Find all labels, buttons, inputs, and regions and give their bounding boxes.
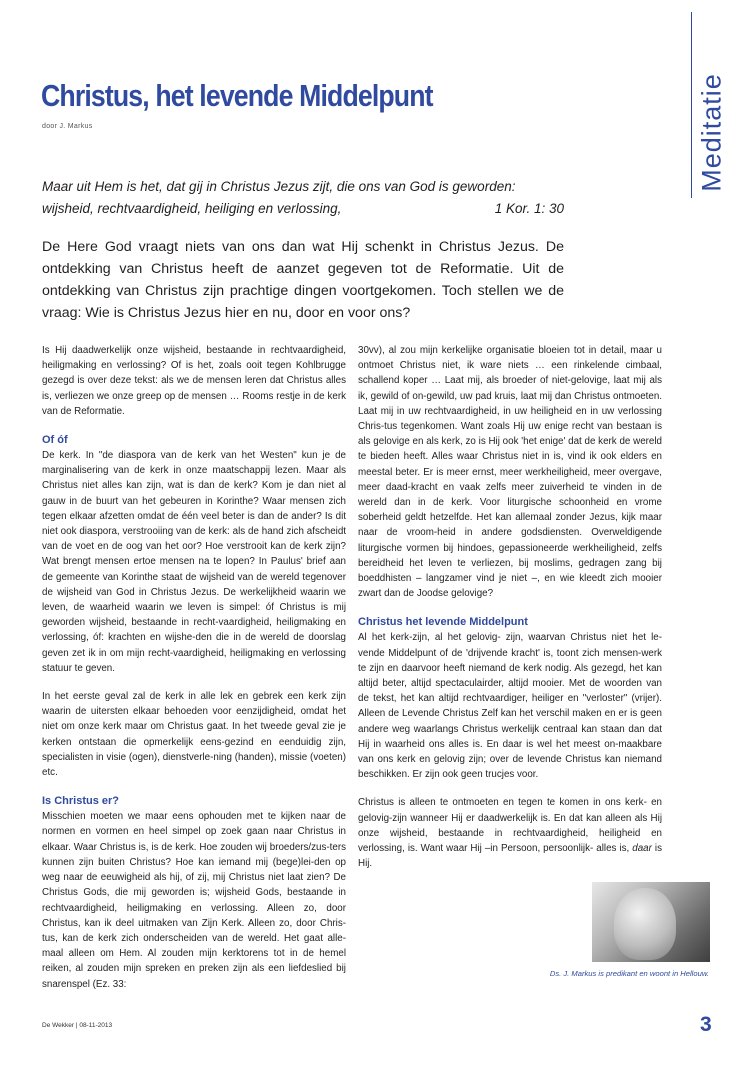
quote-text: Maar uit Hem is het, dat gij in Christus Jezus zijt, die ons van God is geworden: wijsheid, rechtvaardigheid, heiliging en verlossing,	[42, 179, 516, 216]
paragraph: Misschien moeten we maar eens ophouden met te kijken naar de normen en vormen en heel simpel op zoek gaan naar Christus in elkaar. Waar Christus is, is de kerk. Hoe zouden wij broeders/zus-ters kunnen zijn buiten Christus? Hoe kan iemand mij (bege)lei-den op weg naar de eeuwigheid als hij, of zij, mij Christus niet laat zien? De Christus Gods, die mij geworden is; wijsheid Gods, bestaande in rechtvaardigheid, heiligmaking en verlossing. Alleen zo, door Christus, kan ik deel uitmaken van Zijn Kerk. Alleen zo, door Chris-tus, kan de kerk zich onderscheiden van de wereld. Het gaat alle-maal alleen om Hem. Al zouden mijn kerktorens tot in de hemel reiken, al zouden mijn spreken en preken zijn als een liefdeslied bij snarenspel (Ez. 33:	[42, 811, 346, 990]
paragraph-closing	[358, 795, 662, 871]
footer-issue: De Wekker | 08-11-2013	[42, 1022, 113, 1029]
closing-text: Christus is alleen te ontmoeten en tegen te komen in ons kerk- en gelovig-zijn wanneer Hij er daadwerkelijk is. En dat kan alleen als Hij onze wijsheid, bestaande in rechtvaardigheid, heiligheid en verlossing, is. Want waar Hij –in Persoon, persoonlijk- alles is,	[358, 797, 662, 855]
intro-paragraph: De Here God vraagt niets van ons dan wat Hij schenkt in Christus Jezus. De ontdekking van Christus heeft de aanzet gegeven tot de Reformatie. Uit de ontdekking van Christus zijn prachtige dingen voortgekomen. Toch stellen we de vraag: Wie is Christus Jezus hier en nu, door en voor ons?	[42, 239, 564, 321]
section-label	[691, 70, 731, 200]
author-photo	[592, 882, 710, 962]
paragraph: De kerk. In "de diaspora van de kerk van het Westen" kun je de marginalisering van de kerk in onze maatschappij lezen. Maar als Christus niet alles kan zijn, wat is dan de kerk? Kom je dan niet al gauw in de buurt van het gebeuren in Korinthe? Waar mensen zich tegen elkaar afzetten omdat de één veel beter is dan de ander? Is dit niet ook diaspora, verstrooiing van de kerk: als de hand zich afscheidt van de voet en de oog van het oor? Hoe verstrooit kan de kerk zijn? Wat brengt mensen ertoe mensen na te lopen? In Paulus' brief aan de gemeente van Korinthe staat de wijsheid van de wereld tegenover de wijsheid van God in Christus Jezus. De werkelijkheid waarin we leven, de waarheid waarin we leven is simpel: óf Christus is mij geworden wijsheid, bestaande in recht-vaardigheid, heiligmaking en verlossing, óf: krachten en wijshe-den die in de wereld de doorslag geven zet ik in om mijn recht-vaardigheid, heiligmaking en verlossing statuur te geven.	[42, 450, 346, 674]
paragraph: In het eerste geval zal de kerk in alle lek en gebrek een kerk zijn waarin de uitersten elkaar behoeden voor eenzijdigheid, omdat het niet om onze kerk maar om Christus gaat. In het tweede geval zie je kerken ontstaan die opmerkelijk eens-gezind en eenduidig zijn, specialisten in visie (ogen), dienstverle-ning (handen), missie (voeten) etc.	[42, 691, 346, 779]
paragraph: 30vv), al zou mijn kerkelijke organisatie bloeien tot in detail, maar u ontmoet Christus niet, ik ware niets … een rinkelende cimbaal, schallend koper … Laat mij, als broeder of niet-gelovige, laat mij als ik, gewild of on-gewild, uw pad kruis, laat mij dan Christus ontmoeten. Laat mij in uw rechtvaardigheid, in uw heiligheid en in uw verlossing Chris-tus tegenkomen. Want zoals Hij uw enige recht van bestaan is als gelovige en als kerk, zo is Hij ook 'het enige' dat de kerk de wereld te bieden heeft. Alles waar Christus niet in is, vind ik ook elders en meestal beter. Er is meer ernst, meer werkheiligheid, meer overgave, meer daad-kracht en vaak zelfs meer zuiverheid te vinden in de wereld dan in de kerk. Voor liturgische schoonheid en vrome soberheid geldt hetzelfde. Het kan allemaal zonder Jezus, kijk maar naar de vroom-heid in andere godsdiensten. Overweldigende liturgische vormen bij hindoes, gepassioneerde werkheiligheid, zelfs bereidheid het leven te verliezen, bij moslims, gedragen zang bij boeddhisten – langzamer vind je niet –, en wie kleedt zich mooier zwart dan de Joodse gelovige?	[358, 345, 662, 600]
author-portrait	[614, 888, 676, 960]
subheading-levende-middelpunt: Christus het levende Middelpunt	[358, 616, 528, 629]
closing-end: is Hij.	[358, 843, 662, 870]
left-column	[42, 343, 346, 1005]
right-column	[358, 343, 662, 885]
subheading-is-christus-er: Is Christus er?	[42, 795, 120, 808]
page-number: 3	[700, 1013, 712, 1036]
article-title: Christus, het levende Middelpunt	[41, 78, 433, 113]
quote-reference: 1 Kor. 1: 30	[494, 201, 564, 216]
paragraph: Al het kerk-zijn, al het gelovig- zijn, waarvan Christus niet het le-vende Middelpunt of de 'drijvende kracht' is, toont zich mensen-werk te zijn en daarvoor heeft niemand de kerk nodig. Als gezegd, het kan altijd beter, altijd spectaculairder, altijd mooier. Met de woorden van de tekst, het kan altijd rechtvaardiger, heiliger en "verloster" (vrijer). Alleen de Levende Christus Zelf kan het verschil maken en er is geen andere weg waarlangs Christus werkelijk centraal kan staan dan dat Hij in waarheid ons alles is. En daar is wel het meest on-maakbare van ons kerk en gelovig zijn; over de levende Christus kan niemand beschikken. Er zijn ook geen trucjes voor.	[358, 632, 662, 781]
section-label-text: Meditatie	[696, 73, 727, 192]
subheading-of-of: Of óf	[42, 434, 68, 447]
paragraph: Is Hij daadwerkelijk onze wijsheid, bestaande in rechtvaardigheid, heiligmaking en verlossing? Of is het, zoals ooit tegen Kohlbrugge gezegd is over deze tekst: als we de mensen leren dat Christus alles is, verliezen we onze greep op de mensen … Rooms restje in de kerk van de Reformatie.	[42, 345, 346, 417]
photo-caption: Ds. J. Markus is predikant en woont in Hellouw.	[549, 969, 709, 978]
closing-emphasis: daar	[632, 843, 652, 855]
bible-quote	[42, 176, 564, 220]
byline: door J. Markus	[42, 123, 93, 130]
